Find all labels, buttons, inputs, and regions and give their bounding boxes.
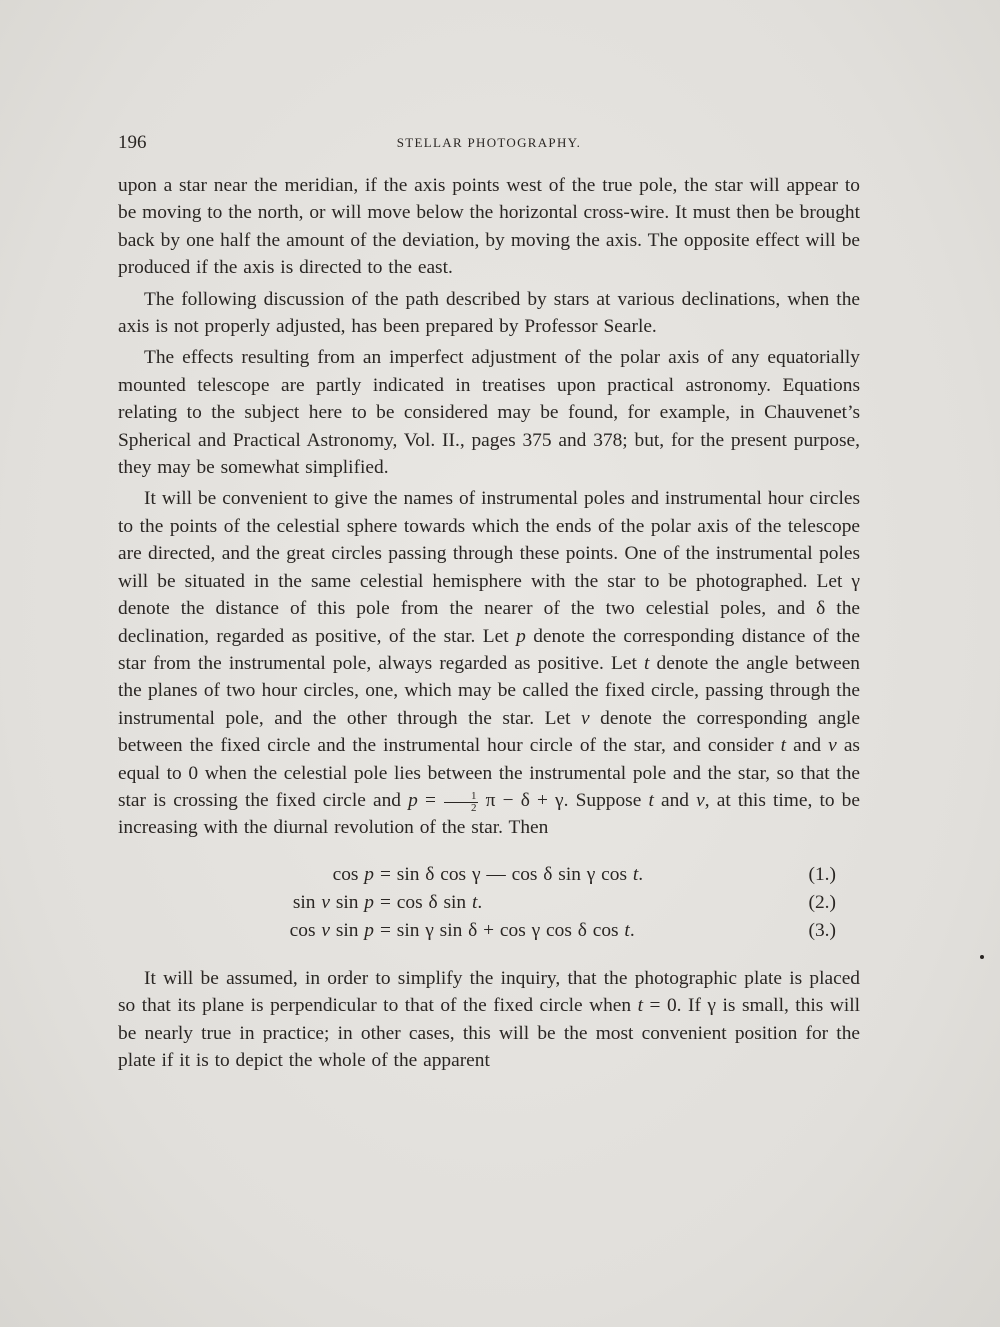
paragraph-4: It will be convenient to give the names of instrumental poles and instrumental hour circles to the points of the celestial sphere towards which the ends of the polar axis of the telescope are directed, and the great circles passing through these points. One of the instrumental poles will be situated in the same celestial hemisphere with the star to be photographed. Let γ denote the distance of this pole from the nearer of the two celestial poles, and δ the declination, regarded as positive, of the star. Let p denote the corresponding distance of the star from the instrumental pole, always regarded as positive. Let t denote the angle between the planes of two hour circles, one, which may be called the fixed circle, passing through the instrumental pole, and the other through the star. Let v denote the corresponding angle between the fixed circle and the instrumental hour circle of the star, and consider t and v as equal to 0 when the celestial pole lies between the instrumental pole and the star, so that the star is crossing the fixed circle and p = $\frac{1}{2}$ π − δ + γ. Suppose t and v, at this time, to be increasing with the diurnal revolution of the star. Then <box>118 488 861 839</box>
math-variable: v <box>581 707 590 729</box>
paragraph-5: It will be assumed, in order to simplify the inquiry, that the photographic plate is placed so that its plane is perpendicular to that of the fixed circle when t = 0. If γ is small, this will be nearly true in practice; in other cases, this will be the most convenient position for the plate if it is to depict the whole of the apparent <box>118 967 860 1071</box>
math-variable: t <box>471 891 478 913</box>
equation-number: (1.) <box>808 863 836 885</box>
equation-rhs: = sin γ sin δ + cos γ cos δ cos t. <box>380 919 635 941</box>
paragraph-3: The effects resulting from an imperfect adjustment of the polar axis of any equatorially mounted telescope are partly indicated in treatises upon practical astronomy. Equations relating to the subject here to be considered may be found, for example, in Chauvenet’s Spherical and Practical Astronomy, Vol. II., pages 375 and 378; but, for the present purpose, they may be somewhat simplified. <box>118 347 860 479</box>
math-variable: t <box>648 789 654 811</box>
math-variable: t <box>632 863 639 885</box>
equation-number: (3.) <box>808 919 836 941</box>
math-variable: t <box>637 995 644 1017</box>
paragraph-1: upon a star near the meridian, if the axis points west of the true pole, the star will appear to be moving to the north, or will move below the horizontal cross-wire. It must then be brought back by one half the amount of the deviation, by moving the axis. The opposite effect will be produced if the axis is directed to the east. <box>118 175 860 279</box>
page-header <box>118 132 860 156</box>
paragraph-2: The following discussion of the path described by stars at various declinations, when the axis is not properly adjusted, has been prepared by Professor Searle. <box>118 288 860 338</box>
equation-rhs: = sin δ cos γ — cos δ sin γ cos t. <box>380 863 644 885</box>
math-variable: t <box>780 735 787 757</box>
equation-block <box>118 861 860 945</box>
equation-1 <box>118 861 860 889</box>
ink-speck <box>980 955 984 959</box>
equation-rhs: = cos δ sin t. <box>380 891 483 913</box>
math-variable: v <box>696 789 705 811</box>
equation-lhs: cos v sin p <box>289 919 374 941</box>
math-variable: p <box>364 919 374 941</box>
math-variable: t <box>624 919 630 941</box>
page-number: 196 <box>118 132 147 153</box>
math-variable: p <box>364 863 374 885</box>
equation-number: (2.) <box>808 891 836 913</box>
math-variable: p <box>364 891 374 913</box>
fraction: $\frac{1}{2}$ <box>444 791 478 814</box>
math-variable: v <box>321 891 330 913</box>
equation-lhs: sin v sin p <box>292 891 374 913</box>
equation-lhs: cos p <box>332 863 374 885</box>
math-variable: v <box>321 919 330 941</box>
running-head: STELLAR PHOTOGRAPHY. <box>396 135 582 150</box>
equation-2 <box>118 889 860 917</box>
math-variable: t <box>644 652 650 674</box>
equation-3 <box>118 917 860 945</box>
body-text <box>118 172 860 1074</box>
math-variable: p <box>408 789 418 811</box>
math-variable: p <box>516 625 526 647</box>
math-variable: v <box>828 735 837 757</box>
